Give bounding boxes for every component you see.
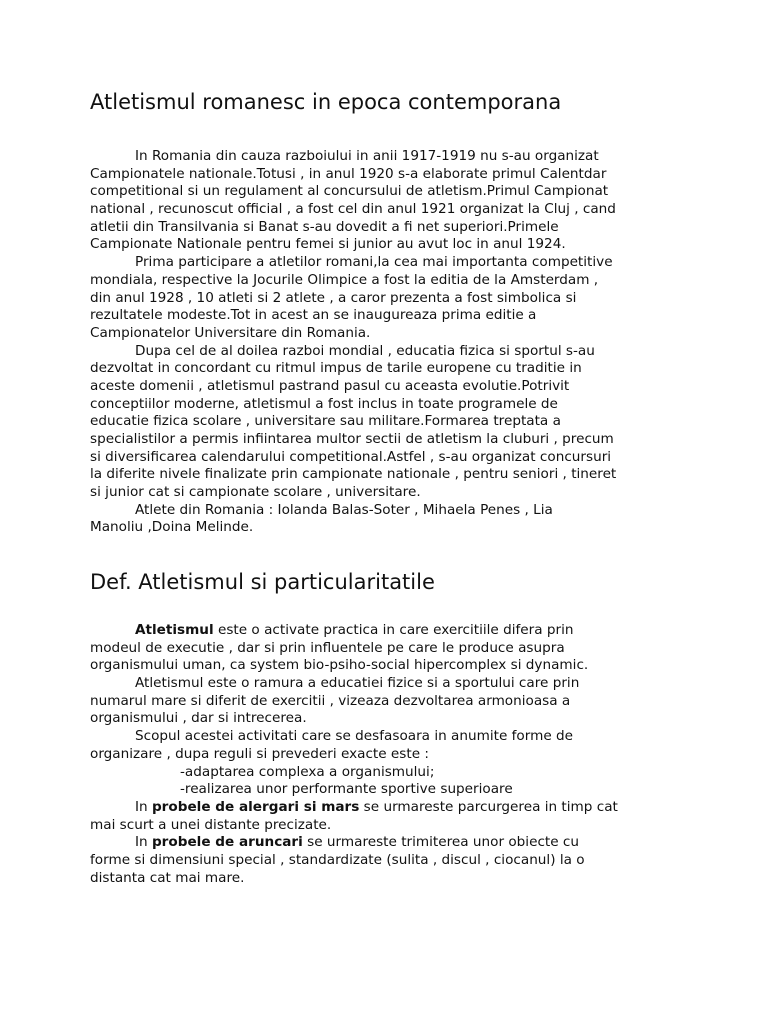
text-line: dezvoltat in concordant cu ritmul impus de tarile europene cu traditie in bbox=[90, 360, 582, 377]
text-line: In Romania din cauza razboiului in anii 1917-1919 nu s-au organizat bbox=[135, 148, 599, 164]
text-line: organizare , dupa reguli si prevederi exacte este : bbox=[90, 745, 429, 762]
text-line: organismului uman, ca system bio-psiho-social hipercomplex si dynamic. bbox=[90, 657, 589, 674]
text-line: Prima participare a atletilor romani,la cea mai importanta competitive bbox=[135, 254, 613, 271]
text-line: Campionatele nationale.Totusi , in anul 1920 s-a elaborate primul Calentdar bbox=[90, 165, 607, 182]
text-line bbox=[90, 834, 680, 852]
text-fragment: este o activate practica in care exercitiile difera prin bbox=[213, 622, 574, 638]
text-line: educatie fizica scolare , universitare sau militare.Formarea treptata a bbox=[90, 413, 561, 430]
text-line: conceptiilor moderne, atletismul a fost inclus in toate programele de bbox=[90, 395, 558, 412]
bold-term-aruncari: probele de aruncari bbox=[151, 834, 303, 851]
text-line: si diversificarea calendarului competitional.Astfel , s-au organizat concursuri bbox=[90, 448, 612, 465]
text-line: competitional si un regulament al concursului de atletism.Primul Campionat bbox=[90, 183, 609, 200]
text-line: specialistilor a permis infiintarea multor sectii de atletism la cluburi , precum bbox=[90, 431, 614, 447]
text-line: distanta cat mai mare. bbox=[90, 869, 245, 886]
text-line: la diferite nivele finalizate prin campionate nationale , pentru seniori , tineret bbox=[90, 466, 617, 483]
text-line bbox=[90, 799, 680, 817]
text-fragment: se urmareste trimiterea unor obiecte cu bbox=[302, 834, 580, 851]
text-line: rezultatele modeste.Tot in acest an se inaugureaza prima editie a bbox=[90, 307, 537, 324]
text-line: mai scurt a unei distante precizate. bbox=[90, 816, 332, 833]
section-heading-atletismul-romanesc: Atletismul romanesc in epoca contemporana bbox=[90, 90, 562, 114]
text-line: atletii din Transilvania si Banat s-au dovedit a fi net superiori.Primele bbox=[90, 218, 559, 235]
text-line: national , recunoscut official , a fost cel din anul 1921 organizat la Cluj , cand bbox=[90, 201, 616, 218]
text-fragment: se urmareste parcurgerea in timp cat bbox=[359, 798, 618, 815]
text-line: Campionatelor Universitare din Romania. bbox=[90, 324, 371, 341]
text-line: Dupa cel de al doilea razboi mondial , educatia fizica si sportul s-au bbox=[135, 342, 595, 359]
text-line: numarul mare si diferit de exercitii , vizeaza dezvoltarea armonioasa a bbox=[90, 692, 571, 709]
section-body-atletismul-romanesc bbox=[90, 148, 680, 537]
text-line: organismului , dar si intrecerea. bbox=[90, 710, 307, 727]
text-line: Scopul acestei activitati care se desfasoara in anumite forme de bbox=[135, 728, 574, 745]
bold-term-atletismul: Atletismul bbox=[135, 622, 214, 638]
text-line: mondiala, respective la Jocurile Olimpice a fost la editia de la Amsterdam , bbox=[90, 271, 599, 288]
text-line: forme si dimensiuni special , standardizate (sulita , discul , ciocanul) la o bbox=[90, 851, 585, 868]
text-fragment: In bbox=[135, 834, 152, 851]
bold-term-alergari: probele de alergari si mars bbox=[151, 798, 360, 815]
text-line: modeul de executie , dar si prin influentele pe care le produce asupra bbox=[90, 639, 565, 656]
text-line: Atlete din Romania : Iolanda Balas-Soter , Mihaela Penes , Lia bbox=[135, 501, 553, 518]
text-line: Atletismul este o ramura a educatiei fizice si a sportului care prin bbox=[135, 675, 580, 692]
section-body-def-atletismul bbox=[90, 622, 680, 887]
text-line: si junior cat si campionate scolare , universitare. bbox=[90, 484, 421, 501]
text-line: Campionate Nationale pentru femei si junior au avut loc in anul 1924. bbox=[90, 236, 566, 253]
text-line: din anul 1928 , 10 atleti si 2 atlete , a caror prezenta a fost simbolica si bbox=[90, 289, 577, 306]
text-fragment: In bbox=[135, 798, 152, 815]
list-item: -adaptarea complexa a organismului; bbox=[180, 763, 435, 780]
text-line: Manoliu ,Doina Melinde. bbox=[90, 519, 254, 536]
text-line: aceste domenii , atletismul pastrand pasul cu aceasta evolutie.Potrivit bbox=[90, 377, 570, 394]
text-line bbox=[90, 622, 680, 640]
list-item: -realizarea unor performante sportive superioare bbox=[180, 781, 513, 798]
section-heading-def-atletismul: Def. Atletismul si particularitatile bbox=[90, 570, 435, 594]
